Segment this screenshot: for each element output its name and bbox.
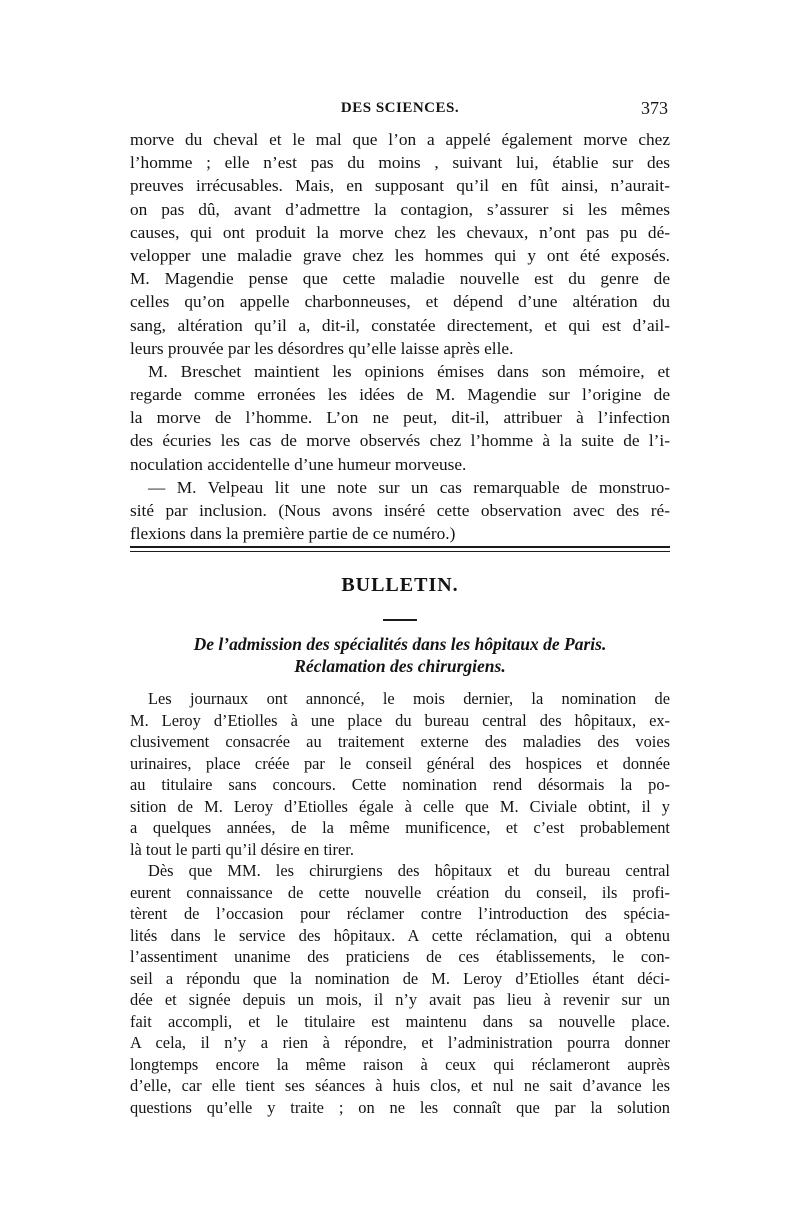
bulletin-title: BULLETIN. <box>341 574 459 596</box>
text-line: seil a répondu que la nomination de M. Leroy d’Etiolles étant déci- <box>130 968 670 988</box>
text-line: flexions dans la première partie de ce numéro.) <box>130 524 456 544</box>
text-line: là tout le parti qu’il désire en tirer. <box>130 839 354 859</box>
text-line: causes, qui ont produit la morve chez les chevaux, n’ont pas pu dé- <box>130 222 670 242</box>
text-line: leurs prouvée par les désordres qu’elle laisse après elle. <box>130 338 514 358</box>
text-line: dée et signée depuis un mois, il n’y avait pas lieu à revenir sur un <box>130 990 670 1009</box>
text-line: questions qu’elle y traite ; on ne les connaît que par la solution <box>130 1097 670 1117</box>
text-line: M. Leroy d’Etiolles à une place du bureau central des hôpitaux, ex- <box>130 710 670 730</box>
text-line: des écuries les cas de morve observés chez l’homme à la suite de l’i- <box>130 431 670 451</box>
text-line: sité par inclusion. (Nous avons inséré cette observation avec des ré- <box>130 501 670 520</box>
text-line: Les journaux ont annoncé, le mois dernier, la nomination de <box>148 689 670 708</box>
text-line: l’assentiment unanime des praticiens de ces établissements, le con- <box>130 947 670 966</box>
text-line: a quelques années, de la même munificence, et c’est probablement <box>130 818 670 837</box>
text-line: tèrent de l’occasion pour réclamer contre l’introduction des spécia- <box>130 904 670 923</box>
text-line: eurent connaissance de cette nouvelle création du conseil, ils profi- <box>130 882 670 902</box>
text-line: M. Breschet maintient les opinions émises dans son mémoire, et <box>148 361 670 381</box>
text-line: M. Magendie pense que cette maladie nouvelle est du genre de <box>130 269 670 289</box>
running-header <box>130 100 670 124</box>
text-line: l’homme ; elle n’est pas du moins , suivant lui, établie sur des <box>130 153 670 173</box>
text-line: sition de M. Leroy d’Etiolles égale à celle que M. Civiale obtint, il y <box>130 796 670 816</box>
text-line: fait accompli, et le titulaire est maintenu dans sa nouvelle place. <box>130 1011 670 1031</box>
text-line: d’elle, car elle tient ses séances à huis clos, et nul ne sait d’avance les <box>130 1076 670 1095</box>
short-divider <box>383 619 417 621</box>
text-line: preuves irrécusables. Mais, en supposant qu’il en fût ainsi, n’aurait- <box>130 176 670 196</box>
text-line: celles qu’on appelle charbonneuses, et dépend d’une altération du <box>130 292 670 312</box>
text-line: urinaires, place créée par le conseil général des hospices et donnée <box>130 753 670 773</box>
divider-thin-line <box>130 551 670 552</box>
text-line: clusivement consacrée au traitement externe des maladies des voies <box>130 732 670 751</box>
text-line: noculation accidentelle d’une humeur morveuse. <box>130 454 467 474</box>
running-title: DES SCIENCES. <box>340 100 460 116</box>
text-line: au titulaire sans concours. Cette nomination rend désormais la po- <box>130 775 670 794</box>
section-divider <box>130 546 670 554</box>
text-line: la morve de l’homme. L’on ne peut, dit-il, attribuer à l’infection <box>130 408 670 428</box>
article-heading-line-2: Réclamation des chirurgiens. <box>294 656 506 676</box>
text-line: — M. Velpeau lit une note sur un cas remarquable de monstruo- <box>148 477 670 497</box>
text-line: longtemps encore la même raison à ceux qui réclameront auprès <box>130 1054 670 1074</box>
article-heading <box>130 633 670 677</box>
article-heading-line-1: De l’admission des spécialités dans les hôpitaux de Paris. <box>193 634 607 654</box>
text-line: morve du cheval et le mal que l’on a appelé également morve chez <box>130 130 670 149</box>
page-number: 373 <box>641 98 668 118</box>
paragraph-morve-continuation <box>130 128 670 545</box>
text-line: A cela, il n’y a rien à répondre, et l’administration pourra donner <box>130 1033 670 1052</box>
text-line: velopper une maladie grave chez les hommes qui y ont été exposés. <box>130 245 670 265</box>
divider-thick-line <box>130 546 670 548</box>
text-line: regarde comme erronées les idées de M. Magendie sur l’origine de <box>130 385 670 405</box>
text-line: Dès que MM. les chirurgiens des hôpitaux et du bureau central <box>148 861 670 880</box>
article-body <box>130 688 670 1118</box>
text-line: on pas dû, avant d’admettre la contagion, s’assurer si les mêmes <box>130 199 670 219</box>
text-line: lités dans le service des hôpitaux. A cette réclamation, qui a obtenu <box>130 925 670 945</box>
text-line: sang, altération qu’il a, dit-il, constatée directement, et qui est d’ail- <box>130 315 670 335</box>
